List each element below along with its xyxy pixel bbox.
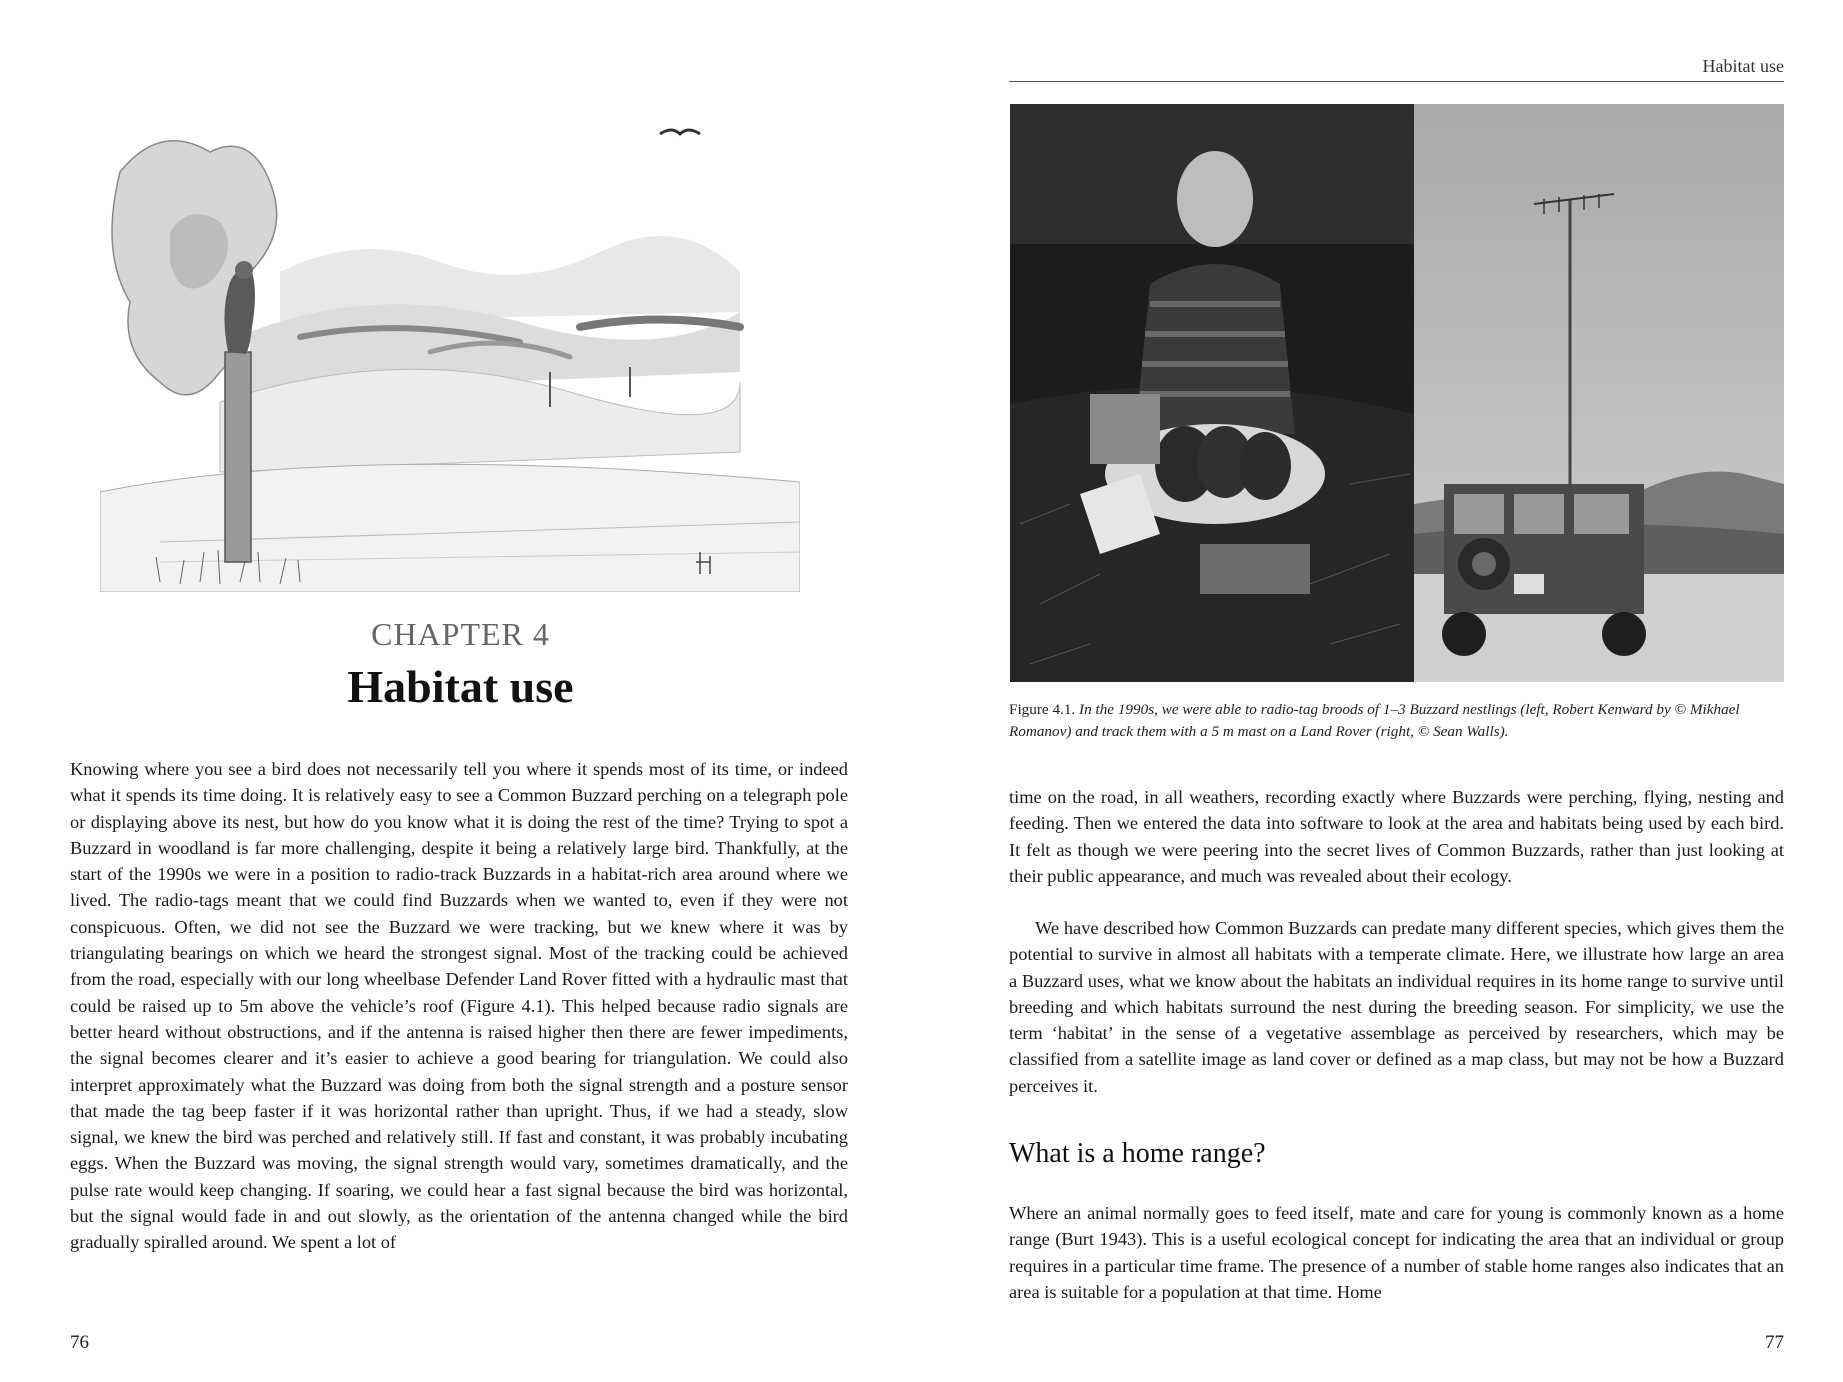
caption-label: Figure 4.1. [1009, 701, 1076, 718]
chapter-title: Habitat use [347, 661, 574, 712]
section-heading: What is a home range? [1009, 1138, 1266, 1169]
chapter-label: CHAPTER 4 [371, 616, 550, 652]
page-number: 76 [70, 1332, 89, 1353]
page-number: 77 [1765, 1332, 1784, 1353]
body-paragraph: Knowing where you see a bird does not necessarily tell you where it spends most of its time, or indeed what it spends its time doing. It is relatively easy to see a Common Buzzard perching on a telegraph pole or displaying above its nest, but how do you know what it is doing the rest of the time? Trying to spot a Buzzard in woodland is far more challenging, despite it being a relatively large bird. Thankfully, at the start of the 1990s we were in a position to radio-track Buzzards in a habitat-rich area around where we lived. The radio-tags meant that we could find Buzzards when we wanted to, even if they were not conspicuous. Often, we did not see the Buzzard we were tracking, but we knew where it was by triangulating bearings on which we heard the strongest signal. Most of the tracking could be achieved from the road, especially with our long wheelbase Defender Land Rover fitted with a hydraulic mast that could be raised up to 5m above the vehicle’s roof (Figure 4.1). This helped because radio signals are better heard without obstructions, and if the antenna is raised higher then there are fewer impediments, the signal becomes clearer and it’s easier to achieve a good bearing for triangulation. We could also interpret approximately what the Buzzard was doing from both the signal strength and a posture sensor that made the tag beep faster if it was horizontal rather than upright. Thus, if we had a steady, slow signal, we knew the bird was perched and relatively still. If fast and constant, it was probably incubating eggs. When the Buzzard was moving, the signal strength would vary, sometimes dramatically, and the pulse rate would keep changing. If soaring, we could hear a fast signal because the bird was horizontal, but the signal would fade in and out slowly, as the orientation of the antenna changed while the bird gradually spiralled around. We spent a lot of [70, 759, 848, 1253]
body-paragraph-continued: time on the road, in all weathers, recording exactly where Buzzards were perching, flying, nesting and feeding. Then we entered the data into software to look at the area and habitats being used by each bird. It felt as though we were peering into the secret lives of Common Buzzards, rather than just looking at their public appearance, and much was revealed about their ecology. [1009, 787, 1784, 886]
body-paragraph-2: We have described how Common Buzzards can predate many different species, which gives them the potential to survive in almost all habitats with a temperate climate. Here, we illustrate how large an area a Buzzard uses, what we know about the habitats an individual requires in its home range to survive until breeding and which habitats surround the nest during the breeding season. For simplicity, we use the term ‘habitat’ in the sense of a vegetative assemblage as perceived by researchers, which may be classified from a satellite image as land cover or defined as a map class, but may not be how a Buzzard perceives it. [1009, 918, 1784, 1096]
left-page [0, 0, 921, 1382]
photo-researcher-nestlings [1010, 104, 1414, 682]
chapter-illustration [100, 112, 800, 592]
caption-text: In the 1990s, we were able to radio-tag broods of 1–3 Buzzard nestlings (left, Robert Kenward by © Mikhael Romanov) and track them with a 5 m mast on a Land Rover (right, © Sean Walls). [1009, 701, 1740, 740]
header-rule [1009, 81, 1784, 82]
figure-caption [1009, 699, 1784, 743]
photo-land-rover-mast [1414, 104, 1784, 682]
right-page [921, 0, 1843, 1382]
body-paragraph-3: Where an animal normally goes to feed itself, mate and care for young is commonly known as a home range (Burt 1943). This is a useful ecological concept for indicating the area that an individual or group requires in a particular time frame. The presence of a number of stable home ranges also indicates that an area is suitable for a population at that time. Home [1009, 1203, 1784, 1302]
running-head: Habitat use [1702, 56, 1784, 76]
